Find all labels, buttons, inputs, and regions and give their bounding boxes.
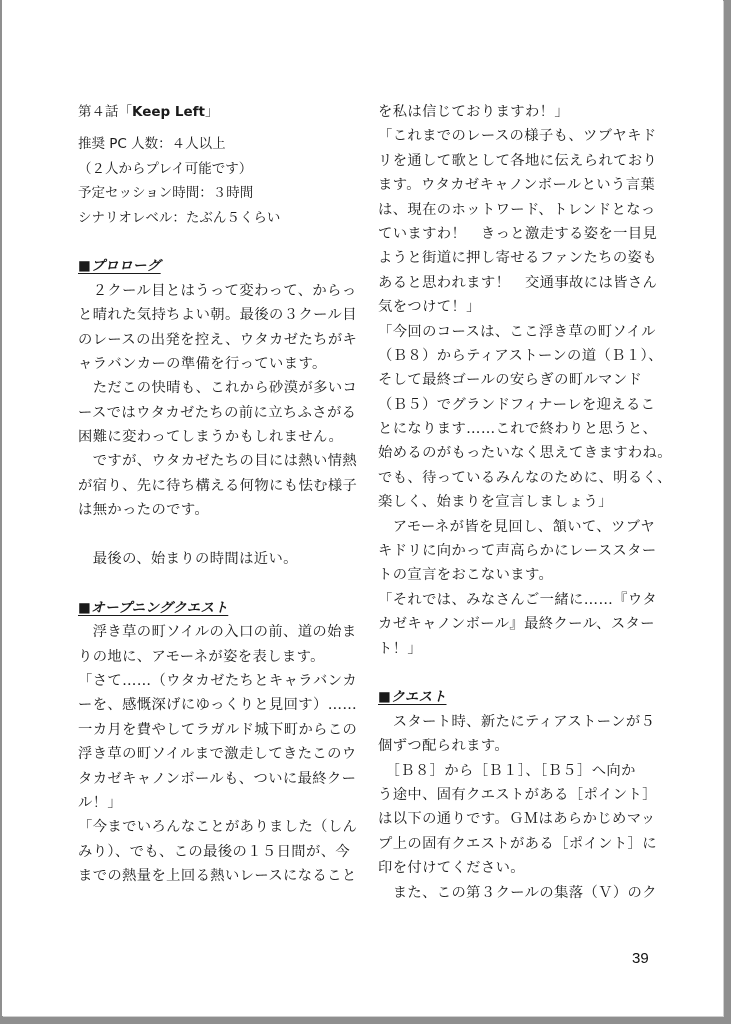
document-page — [2, 0, 723, 1016]
text-line: 「それでは、みなさんご一緒に……『ウタ — [378, 591, 658, 608]
text-line: ［Ｂ８］から［Ｂ１］、［Ｂ５］へ向か — [378, 762, 636, 779]
meta-scenario-level: シナリオレベル：たぶん５くらい — [78, 209, 281, 226]
text-line: 印を付けてください。 — [378, 860, 525, 877]
text-line: ャラバンカーの準備を行っています。 — [78, 355, 327, 372]
quest-body — [378, 710, 656, 905]
opening-quest-continued — [378, 100, 672, 661]
text-line: 始めるのがもったいなく思えてきますわね。 — [378, 445, 672, 462]
text-line: ２クール目とはうって変わって、からっ — [78, 282, 357, 299]
text-line: （Ｂ８）からティアストーンの道（Ｂ１）、 — [378, 347, 663, 364]
text-line: ト！」 — [378, 640, 423, 657]
text-line: スタート時、新たにティアストーンが５ — [378, 713, 656, 730]
title-main: Keep Left — [132, 104, 205, 120]
text-line: ースではウタカゼたちの前に立ちふさがる — [78, 404, 357, 421]
spacer — [78, 571, 356, 595]
text-line: りの地に、アモーネが姿を表します。 — [78, 648, 325, 665]
text-line: また、この第３クールの集落（Ｖ）のク — [378, 884, 657, 901]
text-line: 浮き草の町ソイルの入口の前、道の始ま — [78, 624, 357, 641]
text-line: 「今までいろんなことがありました（しん — [78, 819, 358, 836]
text-line: は以下の通りです。ＧＭはあらかじめマッ — [378, 811, 656, 828]
text-line: ル！」 — [78, 794, 123, 811]
text-line: う途中、固有クエストがある［ポイント］ — [378, 786, 657, 803]
left-column — [78, 100, 356, 889]
text-line: 「さて……（ウタカゼたちとキャラバンカ — [78, 672, 358, 689]
spacer — [78, 523, 356, 547]
text-line: ようと街道に押し寄せるファンたちの姿も — [378, 250, 657, 267]
text-line: とになります……これで終わりと思うと、 — [378, 421, 658, 438]
text-line: あると思われます！ 交通事故には皆さん — [378, 274, 658, 291]
prologue-heading: ■プロローグ — [78, 258, 161, 275]
page-number: 39 — [632, 950, 649, 967]
text-line: 個ずつ配られます。 — [378, 738, 510, 755]
text-line: 「今回のコースは、ここ浮き草の町ソイル — [378, 323, 656, 340]
text-line: （Ｂ５）でグランドフィナーレを迎えるこ — [378, 396, 656, 413]
text-line: を私は信じておりますわ！」 — [378, 104, 570, 120]
text-line: が宿り、先に待ち構える何物にも怯む様子 — [78, 477, 358, 494]
text-line: プ上の固有クエストがある［ポイント］に — [378, 835, 657, 852]
right-column — [378, 100, 672, 905]
text-line: のレースの出発を控え、ウタカゼたちがキ — [78, 331, 358, 348]
text-line: トの宣言をおこないます。 — [378, 567, 554, 584]
text-line: 楽しく、始まりを宣言しましょう」 — [378, 494, 613, 511]
text-line: 困難に変わってしまうかもしれません。 — [78, 429, 344, 446]
text-line: タカゼキャノンボールも、ついに最終クー — [78, 770, 357, 787]
text-line: までの熱量を上回る熱いレースになること — [78, 868, 357, 885]
prologue-body — [78, 279, 356, 523]
text-line: ただこの快晴も、これから砂漠が多いコ — [78, 380, 358, 397]
text-line: キドリに向かって声高らかにレーススター — [378, 543, 657, 560]
text-line: 気をつけて！」 — [378, 299, 481, 316]
text-line: カゼキャノンボール』最終クール、スター — [378, 616, 655, 633]
meta-session-time: 予定セッション時間：３時間 — [78, 185, 254, 202]
text-line: そして最終ゴールの安らぎの町ルマンド — [378, 372, 643, 389]
opening-quest-body — [78, 620, 356, 888]
title-suffix: 」 — [204, 104, 219, 120]
text-line: ですが、ウタカゼたちの目には熱い情熱 — [78, 453, 358, 470]
meta-players: 推奨 PC 人数：４人以上 — [78, 136, 226, 153]
text-line: 一カ月を費やしてラガルド城下町からこの — [78, 721, 358, 738]
text-line: アモーネが皆を見回し、頷いて、ツブヤ — [378, 518, 656, 535]
spacer — [78, 230, 356, 254]
title-prefix: 第４話「 — [78, 104, 132, 120]
text-line: ていますわ！ きっと激走する姿を一目見 — [378, 225, 658, 242]
text-line: ーを、感慨深げにゆっくりと見回す）…… — [78, 697, 358, 714]
opening-quest-heading: ■オープニングクエスト — [78, 599, 229, 616]
prologue-closing: 最後の、始まりの時間は近い。 — [78, 551, 298, 568]
text-line: 浮き草の町ソイルまで激走してきたこのウ — [78, 746, 357, 763]
text-line: 「これまでのレースの様子も、ツブヤキド — [378, 128, 657, 145]
text-line: ます。ウタカゼキャノンボールという言葉 — [378, 177, 656, 194]
text-line: リを通して歌として各地に伝えられており — [378, 152, 658, 169]
text-line: は、現在のホットワード、トレンドとなっ — [378, 201, 656, 218]
scenario-meta — [78, 132, 356, 230]
meta-players-note: （２人からプレイ可能です） — [78, 160, 253, 177]
text-line: は無かったのです。 — [78, 502, 210, 519]
spacer — [378, 661, 656, 685]
quest-heading: ■クエスト — [378, 689, 447, 706]
text-line: でも、待っているみんなのために、明るく、 — [378, 469, 672, 486]
text-line: と晴れた気持ちよい朝。最後の３クール目 — [78, 307, 357, 324]
chapter-title — [78, 100, 356, 124]
text-line: みり）、でも、この最後の１５日間が、今 — [78, 843, 351, 860]
